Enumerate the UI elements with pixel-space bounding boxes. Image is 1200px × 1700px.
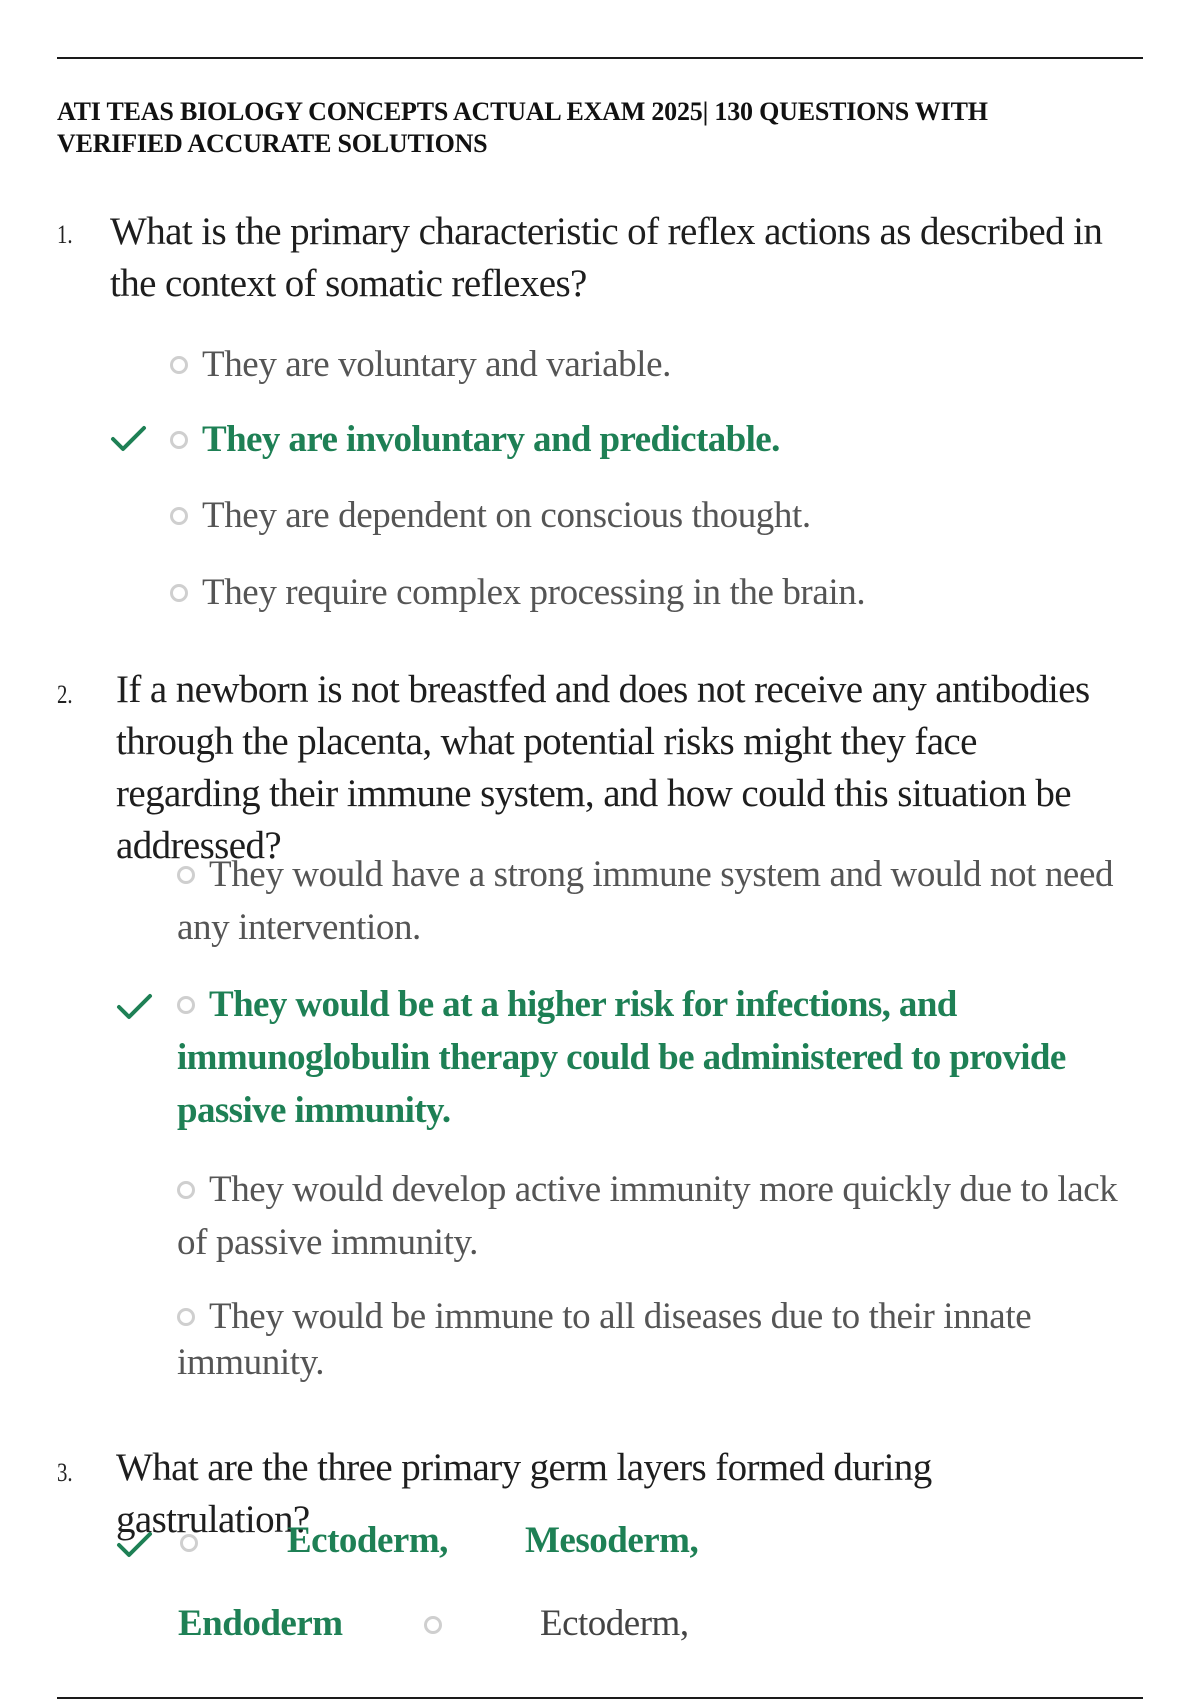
question-number: 3. [57, 1458, 73, 1487]
radio-icon[interactable] [170, 584, 188, 602]
answer-option[interactable]: They would develop active immunity more quickly due to lack of passive immunity. [177, 1169, 1118, 1263]
check-icon [116, 992, 156, 1022]
answer-option-correct-part: Mesoderm, [525, 1520, 699, 1561]
radio-icon[interactable] [177, 1308, 195, 1326]
top-rule [57, 57, 1143, 59]
radio-icon[interactable] [170, 431, 188, 449]
answer-option-correct[interactable]: They would be at a higher risk for infections, and immunoglobulin therapy could be administered to provide passive immunity. [177, 984, 1066, 1131]
bottom-rule [57, 1697, 1143, 1699]
question-text: What are the three primary germ layers formed during gastrulation? [116, 1446, 932, 1541]
question-number: 2. [57, 680, 73, 709]
question-text: If a newborn is not breastfed and does not receive any antibodies through the placenta, what potential risks might they face regarding their immune system, and how could this situation be addressed? [116, 668, 1090, 867]
check-icon [116, 1530, 156, 1560]
answer-option[interactable]: They are voluntary and variable. [170, 338, 671, 391]
radio-icon[interactable] [180, 1534, 198, 1552]
radio-icon[interactable] [177, 1181, 195, 1199]
question-text: What is the primary characteristic of reflex actions as described in the context of somatic reflexes? [110, 210, 1103, 305]
answer-option-correct[interactable]: They are involuntary and predictable. [170, 413, 780, 466]
answer-option[interactable]: They would be immune to all diseases due to their innate immunity. [177, 1296, 1032, 1383]
radio-icon[interactable] [170, 507, 188, 525]
radio-icon[interactable] [424, 1616, 442, 1634]
question-number: 1. [57, 220, 73, 249]
answer-option[interactable]: They require complex processing in the brain. [170, 566, 865, 619]
answer-option[interactable]: They are dependent on conscious thought. [170, 489, 811, 542]
answer-option-correct-part: Endoderm [178, 1603, 343, 1644]
radio-icon[interactable] [177, 866, 195, 884]
check-icon [110, 424, 150, 454]
radio-icon[interactable] [170, 356, 188, 374]
answer-option[interactable]: Ectoderm, [540, 1603, 689, 1644]
document-title: ATI TEAS BIOLOGY CONCEPTS ACTUAL EXAM 2025| 130 QUESTIONS WITH VERIFIED ACCURATE SOLUTIONS [57, 97, 988, 158]
radio-icon[interactable] [177, 996, 195, 1014]
answer-option[interactable]: They would have a strong immune system and would not need any intervention. [177, 854, 1114, 948]
answer-option-correct-part: Ectoderm, [287, 1520, 448, 1561]
